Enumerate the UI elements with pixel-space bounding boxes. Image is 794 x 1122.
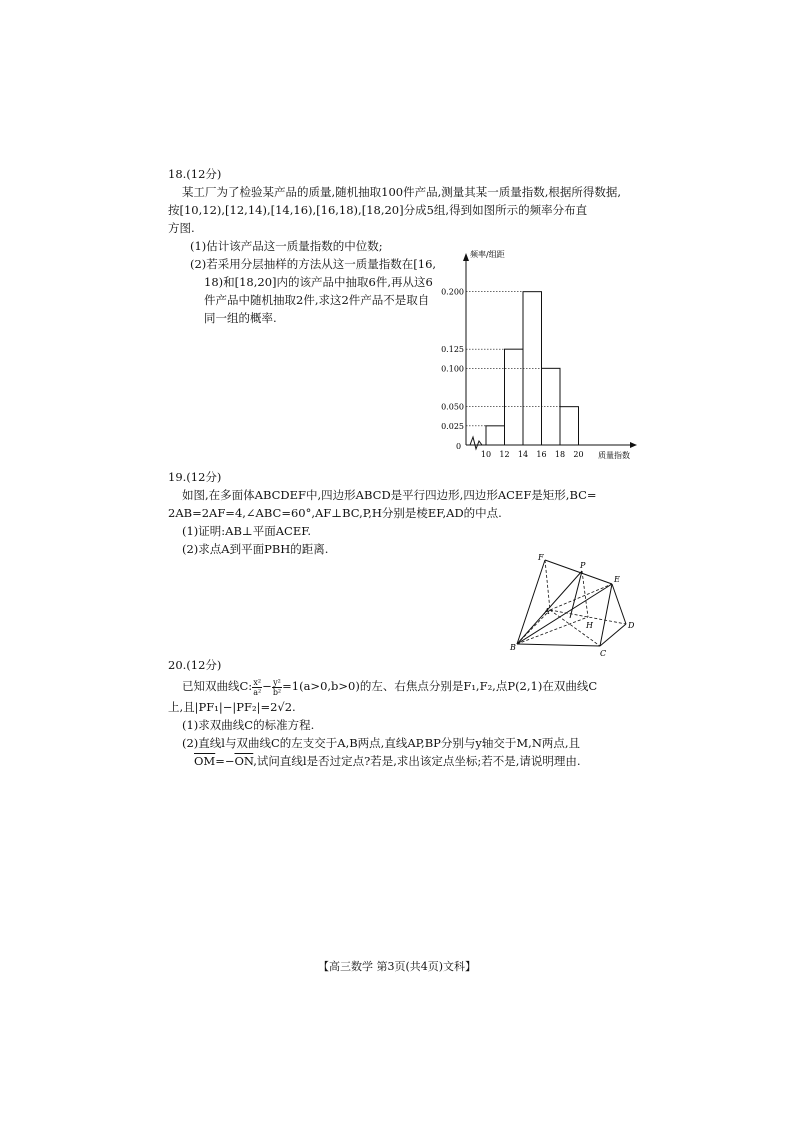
fraction-denominator: b² bbox=[272, 687, 282, 697]
vertex-label-f: F bbox=[538, 553, 544, 562]
fraction-x bbox=[252, 678, 262, 697]
vertex-label-p: P bbox=[580, 561, 586, 570]
hyperbola-condition: =1(a>0,b>0)的左、右焦点分别是F₁,F₂,点P(2,1)在双曲线C bbox=[282, 679, 598, 693]
frequency-histogram bbox=[440, 245, 640, 465]
question-text-line: 上,且|PF₁|−|PF₂|=2√2. bbox=[168, 700, 296, 714]
question-text-line: 如图,在多面体ABCDEF中,四边形ABCD是平行四边形,四边形ACEF是矩形,BC= bbox=[182, 488, 597, 502]
y-tick-label: 0.025 bbox=[441, 421, 464, 431]
question-text-line: 2AB=2AF=4,∠ABC=60°,AF⊥BC,P,H分别是棱EF,AD的中点. bbox=[168, 506, 502, 520]
question-header: 20.(12分) bbox=[168, 658, 222, 672]
x-axis-label: 质量指数 bbox=[598, 451, 630, 460]
vector-on: $\overline{ON}$ bbox=[234, 754, 254, 768]
x-axis-arrow-icon bbox=[630, 442, 637, 448]
sub-question-2: (2)求点A到平面PBH的距离. bbox=[182, 542, 329, 556]
question-text-line: 某工厂为了检验某产品的质量,随机抽取100件产品,测量其某一质量指数,根据所得数据, bbox=[182, 185, 622, 199]
y-tick-label: 0.050 bbox=[441, 402, 464, 412]
y-tick-label: 0.200 bbox=[441, 287, 464, 297]
question-19 bbox=[168, 468, 648, 558]
sub-question-2-line bbox=[168, 752, 648, 770]
histogram-bar bbox=[560, 407, 579, 445]
axis-break-icon bbox=[470, 437, 482, 449]
question-text-line bbox=[168, 674, 648, 698]
x-tick-label: 10 bbox=[480, 450, 492, 459]
hyperbola-intro: 已知双曲线C: bbox=[182, 679, 253, 693]
vector-om: $\overline{OM}$ bbox=[194, 754, 216, 768]
x-tick-label: 16 bbox=[536, 450, 547, 459]
polyhedron-figure bbox=[508, 552, 648, 660]
sub-question-1: (1)求双曲线C的标准方程. bbox=[182, 718, 315, 732]
y-tick-label: 0.125 bbox=[441, 345, 464, 355]
histogram-gridlines bbox=[466, 292, 560, 426]
fraction-y bbox=[272, 678, 282, 697]
vertex-label-e: E bbox=[614, 575, 620, 584]
fraction-numerator: x² bbox=[253, 677, 262, 687]
x-tick-label: 14 bbox=[517, 450, 529, 459]
sub-question-1: (1)证明:AB⊥平面ACEF. bbox=[182, 524, 312, 538]
y-axis-label: 频率/组距 bbox=[470, 250, 505, 259]
vertex-label-h: H bbox=[586, 621, 593, 630]
vertex-label-d: D bbox=[628, 621, 635, 630]
x-tick-label: 18 bbox=[554, 450, 566, 459]
origin-label: 0 bbox=[456, 442, 462, 451]
vertex-label-b: B bbox=[510, 643, 516, 652]
x-tick-label: 12 bbox=[499, 450, 510, 459]
fraction-denominator: a² bbox=[253, 687, 262, 697]
minus-sign: − bbox=[262, 679, 272, 693]
vertex-label-c: C bbox=[600, 649, 607, 658]
y-tick-labels bbox=[441, 288, 464, 431]
sub-question-2-line: 件产品中随机抽取2件,求这2件产品不是取自 bbox=[204, 293, 430, 307]
sub-question-2-line: 18)和[18,20]内的该产品中抽取6件,再从这6 bbox=[204, 275, 433, 289]
fraction-numerator: y² bbox=[273, 677, 281, 687]
solid-edges bbox=[517, 560, 626, 646]
sub-question-1: (1)估计该产品这一质量指数的中位数; bbox=[190, 239, 383, 253]
question-20 bbox=[168, 656, 648, 770]
histogram-bar bbox=[486, 426, 505, 445]
y-axis-arrow-icon bbox=[463, 253, 469, 261]
question-header: 18.(12分) bbox=[168, 167, 222, 181]
question-text-line: 按[10,12),[12,14),[14,16),[16,18),[18,20]分成5组,得到如图所示的频率分布直 bbox=[168, 203, 588, 217]
histogram-bar bbox=[505, 349, 524, 445]
x-tick-labels bbox=[481, 450, 584, 459]
page-footer: 【高三数学 第3页(共4页)文科】 bbox=[317, 960, 477, 973]
sub-question-2-line: 同一组的概率. bbox=[204, 311, 277, 325]
question-text-line: 方图. bbox=[168, 221, 195, 235]
x-tick-label: 20 bbox=[573, 450, 584, 459]
histogram-axes bbox=[463, 253, 637, 449]
sub-question-2-line: (2)若采用分层抽样的方法从这一质量指数在[16, bbox=[190, 257, 437, 271]
sub-question-2-tail: ,试问直线l是否过定点?若是,求出该定点坐标;若不是,请说明理由. bbox=[253, 754, 581, 768]
sub-question-2-line: (2)直线l与双曲线C的左支交于A,B两点,直线AP,BP分别与y轴交于M,N两点,且 bbox=[182, 736, 581, 750]
y-tick-label: 0.100 bbox=[441, 364, 464, 374]
vector-equals: =− bbox=[215, 754, 235, 768]
vertex-label-a: A bbox=[544, 607, 550, 616]
question-header: 19.(12分) bbox=[168, 470, 222, 484]
